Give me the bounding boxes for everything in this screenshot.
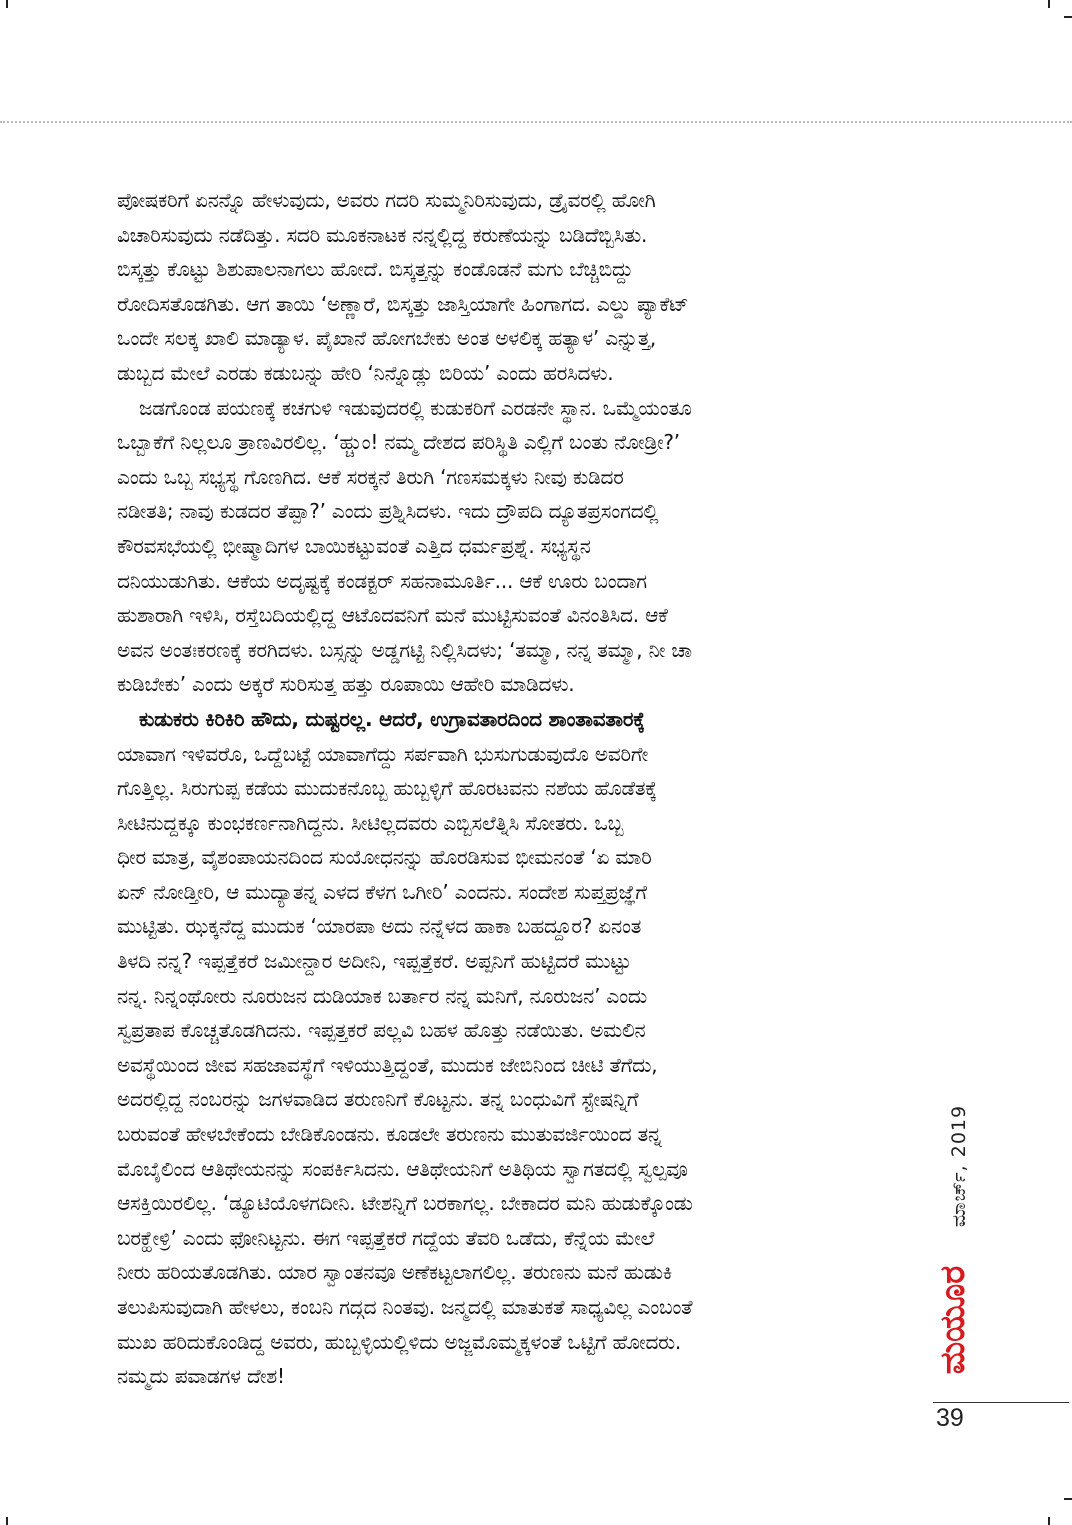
article-line: ಪೋಷಕರಿಗೆ ಏನನ್ನೊ ಹೇಳುವುದು, ಅವರು ಗದರಿ ಸುಮ್ಮನಿರಿಸುವುದು, ಡ್ರೈವರಲ್ಲಿ ಹೋಗಿ	[117, 188, 656, 212]
magazine-logo	[933, 1262, 973, 1377]
article-line: ಕುಡಿಬೇಕು’ ಎಂದು ಅಕ್ಕರೆ ಸುರಿಸುತ್ತ ಹತ್ತು ರೂಪಾಯಿ ಆಹೇರಿ ಮಾಡಿದಳು.	[117, 672, 575, 697]
magazine-logo-text: ಮಯೂರ	[933, 1265, 973, 1374]
article-line: ಅದರಲ್ಲಿದ್ದ ನಂಬರನ್ನು ಜಗಳವಾಡಿದ ತರುಣನಿಗೆ ಕೊಟ್ಟನು. ತನ್ನ ಬಂಧುವಿಗೆ ಸ್ಟೇಷನ್ನಿಗೆ	[117, 1087, 639, 1112]
article-line: ದನಿಯುಡುಗಿತು. ಆಕೆಯ ಅದೃಷ್ಟಕ್ಕೆ ಕಂಡಕ್ಟರ್ ಸಹನಾಮೂರ್ತಿ... ಆಕೆ ಊರು ಬಂದಾಗ	[117, 568, 647, 593]
article-line: ಬಿಸ್ಕತ್ತು ಕೊಟ್ಟು ಶಿಶುಪಾಲನಾಗಲು ಹೋದೆ. ಬಿಸ್ಕತ್ತನ್ನು ಕಂಡೊಡನೆ ಮಗು ಬೆಚ್ಚಿಬಿದ್ದು	[117, 257, 633, 282]
article-line: ತಲುಪಿಸುವುದಾಗಿ ಹೇಳಲು, ಕಂಬನಿ ಗದ್ಗದ ನಿಂತವು. ಜನ್ಮದಲ್ಲಿ ಮಾತುಕತೆ ಸಾಧ್ಯವಿಲ್ಲ ಎಂಬಂತೆ	[117, 1295, 693, 1319]
article-line: ಹುಶಾರಾಗಿ ಇಳಿಸಿ, ರಸ್ತೆಬದಿಯಲ್ಲಿದ್ದ ಆಟೊದವನಿಗೆ ಮನೆ ಮುಟ್ಟಿಸುವಂತೆ ವಿನಂತಿಸಿದ. ಆಕೆ	[117, 603, 668, 628]
article-line: ಧೀರ ಮಾತ್ರ, ವೈಶಂಪಾಯನದಿಂದ ಸುಯೋಧನನ್ನು ಹೊರಡಿಸುವ ಭೀಮನಂತೆ ‘ಏ ಮಾರಿ	[117, 845, 652, 870]
crop-mark-top-left	[6, 0, 8, 8]
article-line: ಗೊತ್ತಿಲ್ಲ. ಸಿರುಗುಪ್ಪ ಕಡೆಯ ಮುದುಕನೊಬ್ಬ ಹುಬ್ಬಳ್ಳಿಗೆ ಹೊರಟವನು ನಶೆಯ ಹೊಡೆತಕ್ಕೆ	[117, 776, 657, 801]
article-line: ಕೌರವಸಭೆಯಲ್ಲಿ ಭೀಷ್ಮಾದಿಗಳ ಬಾಯಿಕಟ್ಟುವಂತೆ ಎತ್ತಿದ ಧರ್ಮಪ್ರಶ್ನೆ. ಸಭ್ಯಸ್ಥನ	[117, 533, 591, 558]
article-line: ಒಬ್ಬಾಕೆಗೆ ನಿಲ್ಲಲೂ ತ್ರಾಣವಿರಲಿಲ್ಲ. ‘ಹ್ಚುಂ! ನಮ್ಮ ದೇಶದ ಪರಿಸ್ಥಿತಿ ಎಲ್ಲಿಗೆ ಬಂತು ನೋಡ್ರೀ?’	[117, 430, 680, 455]
page-number: 39	[936, 1404, 964, 1432]
article-line: ಆಸಕ್ತಿಯಿರಲಿಲ್ಲ. ‘ಡ್ಯೂಟಿಯೊಳಗದೀನಿ. ಟೇಶನ್ನಿಗೆ ಬರಕಾಗಲ್ಲ. ಬೇಕಾದರ ಮನಿ ಹುಡುಕ್ಕೊಂಡು	[117, 1191, 693, 1216]
article-line: ಮೊಬೈಲಿಂದ ಆತಿಥೇಯನನ್ನು ಸಂಪರ್ಕಿಸಿದನು. ಆತಿಥೇಯನಿಗೆ ಅತಿಥಿಯ ಸ್ವಾಗತದಲ್ಲಿ ಸ್ವಲ್ಪವೂ	[117, 1156, 688, 1181]
article-line: ಬರಕ್ಹೇಳ್ರಿ’ ಎಂದು ಫೋನಿಟ್ಟನು. ಈಗ ಇಪ್ಪತ್ತೆಕರೆ ಗದ್ದೆಯ ತೆವರಿ ಒಡೆದು, ಕೆನ್ನೆಯ ಮೇಲೆ	[117, 1225, 655, 1250]
article-line: ಬರುವಂತೆ ಹೇಳಬೇಕೆಂದು ಬೇಡಿಕೊಂಡನು. ಕೂಡಲೇ ತರುಣನು ಮುತುವರ್ಜಿಯಿಂದ ತನ್ನ	[117, 1122, 662, 1147]
crop-mark-top-right-horizontal	[1064, 16, 1072, 18]
article-line: ಸ್ವಪ್ರತಾಪ ಕೊಚ್ಚತೊಡಗಿದನು. ಇಪ್ಪತ್ತಕರೆ ಪಲ್ಲವಿ ಬಹಳ ಹೊತ್ತು ನಡೆಯಿತು. ಅಮಲಿನ	[117, 1018, 646, 1043]
article-line: ವಿಚಾರಿಸುವುದು ನಡೆದಿತ್ತು. ಸದರಿ ಮೂಕನಾಟಕ ನನ್ನಲ್ಲಿದ್ದ ಕರುಣೆಯನ್ನು ಬಡಿದೆಬ್ಬಿಸಿತು.	[117, 222, 648, 247]
article-line: ಮುಟ್ಟಿತು. ಝಕ್ಕನೆದ್ದ ಮುದುಕ ‘ಯಾರಪಾ ಅದು ನನ್ನೆಳದ ಹಾಕಾ ಬಹದ್ದೂರ? ಏನಂತ	[117, 914, 642, 939]
article-body	[117, 183, 907, 1394]
issue-date	[941, 1093, 977, 1238]
article-line: ನಮ್ಮದು ಪವಾಡಗಳ ದೇಶ!	[117, 1364, 285, 1389]
page-number-rule	[933, 1402, 1069, 1403]
issue-date-text: ಮಾರ್ಚ್, 2019	[948, 1104, 970, 1227]
article-line: ಒಂದೇ ಸಲಕ್ಕ ಖಾಲಿ ಮಾಡ್ಯಾಳ. ಪೈಖಾನೆ ಹೋಗಬೇಕು ಅಂತ ಅಳಲಿಕ್ಕ ಹತ್ಯಾಳ’ ಎನ್ನುತ್ತ,	[117, 326, 657, 351]
crop-mark-bottom-right-vertical	[1048, 1517, 1050, 1525]
crop-mark-bottom-right-horizontal	[1064, 1498, 1072, 1500]
article-line: ಡುಬ್ಬದ ಮೇಲೆ ಎರಡು ಕಡುಬನ್ನು ಹೇರಿ ‘ನಿನ್ನೊಡ್ಲು ಬಿರಿಯ’ ಎಂದು ಹರಸಿದಳು.	[117, 360, 614, 385]
article-line: ಎಂದು ಒಬ್ಬ ಸಭ್ಯಸ್ಥ ಗೊಣಗಿದ. ಆಕೆ ಸರಕ್ಕನೆ ತಿರುಗಿ ‘ಗಣಸಮಕ್ಕಳು ನೀವು ಕುಡಿದರ	[117, 464, 624, 489]
article-line: ತಿಳದಿ ನನ್ನ? ಇಪ್ಪತ್ತೆಕರೆ ಜಮೀನ್ದಾರ ಅದೀನಿ, ಇಪ್ಪತ್ತೆಕರೆ. ಅಪ್ಪನಿಗೆ ಹುಟ್ಟಿದರೆ ಮುಟ್ಟು	[117, 949, 632, 974]
article-line: ನೀರು ಹರಿಯತೊಡಗಿತು. ಯಾರ ಸ್ವಾಂತನವೂ ಅಣೆಕಟ್ಟಲಾಗಲಿಲ್ಲ. ತರುಣನು ಮನೆ ಹುಡುಕಿ	[117, 1260, 672, 1285]
article-line: ಯಾವಾಗ ಇಳಿವರೊ, ಒದ್ದೆಬಟ್ಟೆ ಯಾವಾಗೆದ್ದು ಸರ್ಪವಾಗಿ ಭುಸುಗುಡುವುದೊ ಅವರಿಗೇ	[117, 741, 649, 766]
article-line: ಅವಸ್ಥೆಯಿಂದ ಜೀವ ಸಹಜಾವಸ್ಥೆಗೆ ಇಳಿಯುತ್ತಿದ್ದಂತೆ, ಮುದುಕ ಜೇಬಿನಿಂದ ಚೀಟಿ ತೆಗೆದು,	[117, 1052, 658, 1077]
article-line: ಮುಖ ಹರಿದುಕೊಂಡಿದ್ದ ಅವರು, ಹುಬ್ಬಳ್ಳಿಯಲ್ಲಿಳಿದು ಅಜ್ಜಮೊಮ್ಮಕ್ಕಳಂತೆ ಒಟ್ಟಿಗೆ ಹೋದರು.	[117, 1329, 682, 1354]
article-line: ರೋದಿಸತೊಡಗಿತು. ಆಗ ತಾಯಿ ‘ಅಣ್ಣಾರೆ, ಬಿಸ್ಕತ್ತು ಜಾಸ್ತಿಯಾಗೇ ಹಿಂಗಾಗದ. ಎಲ್ಡು ಪ್ಯಾಕೆಟ್	[117, 291, 689, 316]
article-line: ಸೀಟಿನುದ್ದಕ್ಕೂ ಕುಂಭಕರ್ಣನಾಗಿದ್ದನು. ಸೀಟಿಲ್ಲದವರು ಎಬ್ಬಿಸಲೆತ್ನಿಸಿ ಸೋತರು. ಒಬ್ಬ	[117, 810, 624, 835]
article-line: ಅವನ ಅಂತಃಕರಣಕ್ಕೆ ಕರಗಿದಳು. ಬಸ್ಸನ್ನು ಅಡ್ಡಗಟ್ಟಿ ನಿಲ್ಲಿಸಿದಳು; ‘ತಮ್ಮಾ, ನನ್ನ ತಮ್ಮಾ, ನೀ ಚಾ	[117, 637, 692, 662]
crop-mark-bottom-left	[6, 1517, 8, 1525]
article-line: ನಡೀತತಿ; ನಾವು ಕುಡದರ ತೆಪ್ಪಾ?’ ಎಂದು ಪ್ರಶ್ನಿಸಿದಳು. ಇದು ದ್ರೌಪದಿ ದ್ಯೂತಪ್ರಸಂಗದಲ್ಲಿ	[117, 499, 659, 524]
article-line: ನನ್ನ. ನಿನ್ನಂಥೋರು ನೂರುಜನ ದುಡಿಯಾಕ ಬರ್ತಾರ ನನ್ನ ಮನಿಗೆ, ನೂರುಜನ’ ಎಂದು	[117, 983, 647, 1008]
crop-mark-top-right-vertical	[1048, 0, 1050, 8]
article-line: ಜಡಗೊಂಡ ಪಯಣಕ್ಕೆ ಕಚಗುಳಿ ಇಡುವುದರಲ್ಲಿ ಕುಡುಕರಿಗೆ ಎರಡನೇ ಸ್ಥಾನ. ಒಮ್ಮೆಯಂತೂ	[139, 395, 692, 420]
article-line: ಏನ್ ನೋಡ್ತೀರಿ, ಆ ಮುದ್ಯಾತನ್ನ ಎಳದ ಕೆಳಗ ಒಗೀರಿ’ ಎಂದನು. ಸಂದೇಶ ಸುಪ್ತಪ್ರಜ್ಞೆಗೆ	[117, 879, 647, 904]
article-line: ಕುಡುಕರು ಕಿರಿಕಿರಿ ಹೌದು, ದುಷ್ಟರಲ್ಲ. ಆದರೆ, ಉಗ್ರಾವತಾರದಿಂದ ಶಾಂತಾವತಾರಕ್ಕೆ	[139, 706, 645, 731]
header-dotted-rule	[0, 121, 1072, 123]
